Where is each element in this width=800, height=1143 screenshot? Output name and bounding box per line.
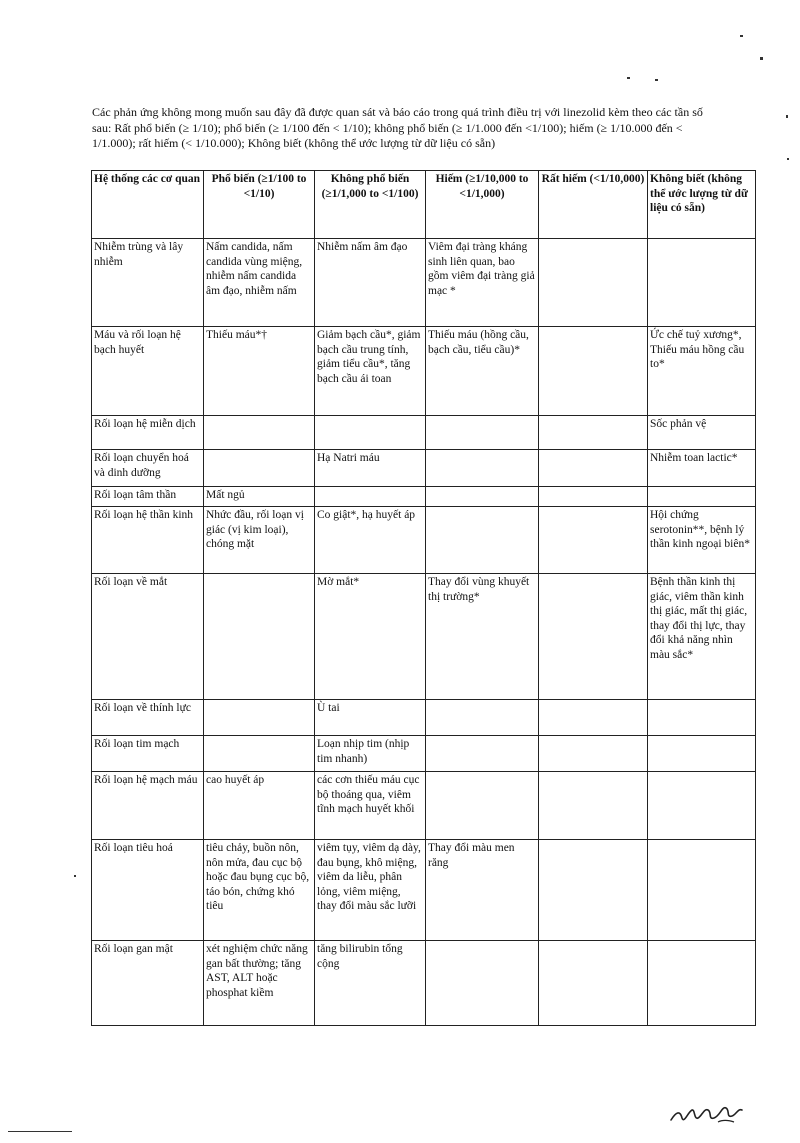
table-cell [648, 840, 756, 941]
table-row [92, 574, 756, 700]
header-unknown: Không biết (không thể ước lượng từ dữ liệu có sẵn) [648, 171, 756, 239]
table-cell [539, 736, 648, 772]
table-row [92, 700, 756, 736]
table-cell [426, 507, 539, 574]
table-cell [648, 941, 756, 1026]
table-cell [426, 450, 539, 487]
table-cell [648, 487, 756, 507]
table-cell: cao huyết áp [204, 772, 315, 840]
table-cell: Sốc phản vệ [648, 416, 756, 450]
table-cell [539, 574, 648, 700]
table-cell [315, 416, 426, 450]
table-cell: các cơn thiếu máu cục bộ thoáng qua, viêm tĩnh mạch huyết khối [315, 772, 426, 840]
table-cell: Thiếu máu*† [204, 327, 315, 416]
table-cell [648, 772, 756, 840]
scan-speck [627, 77, 630, 79]
table-row [92, 507, 756, 574]
table-cell: Hạ Natri máu [315, 450, 426, 487]
table-cell: Nhiễm toan lactic* [648, 450, 756, 487]
table-cell [539, 450, 648, 487]
bottom-rule [8, 1131, 72, 1132]
table-cell: Thiếu máu (hồng cầu, bạch cầu, tiểu cầu)* [426, 327, 539, 416]
intro-paragraph: Các phản ứng không mong muốn sau đây đã được quan sát và báo cáo trong quá trình điều trị với linezolid kèm theo các tần số sau: Rất phổ biến (≥ 1/10); phổ biến (≥ 1/100 đến < 1/10); không phổ biến (≥ 1/1.000 đến <1/100); hiếm (≥ 1/10.000 đến < 1/1.000); rất hiếm (< 1/10.000); Không biết (không thể ước lượng từ dữ liệu có sẵn) [92, 105, 703, 150]
table-cell: tăng bilirubin tổng cộng [315, 941, 426, 1026]
table-cell: tiêu chảy, buồn nôn, nôn mửa, đau cục bộ hoặc đau bụng cục bộ, táo bón, chứng khó tiêu [204, 840, 315, 941]
table-cell: Loạn nhịp tim (nhịp tim nhanh) [315, 736, 426, 772]
table-cell: Rối loạn gan mật [92, 941, 204, 1026]
table-cell [426, 941, 539, 1026]
table-cell: Rối loạn tiêu hoá [92, 840, 204, 941]
table-cell [539, 507, 648, 574]
table-cell [539, 487, 648, 507]
handwritten-initials-icon [668, 1098, 748, 1132]
table-cell [204, 416, 315, 450]
table-cell: Rối loạn chuyển hoá và dinh dưỡng [92, 450, 204, 487]
table-cell [539, 700, 648, 736]
table-cell [204, 574, 315, 700]
table-cell: xét nghiệm chức năng gan bất thường; tăng AST, ALT hoặc phosphat kiềm [204, 941, 315, 1026]
table-cell: Viêm đại tràng kháng sinh liên quan, bao gồm viêm đại tràng giả mạc * [426, 239, 539, 327]
table-cell [204, 700, 315, 736]
table-row [92, 941, 756, 1026]
table-cell: Ức chế tuỷ xương*, Thiếu máu hồng cầu to* [648, 327, 756, 416]
table-cell: Mất ngủ [204, 487, 315, 507]
table-cell [426, 772, 539, 840]
table-cell: Nhức đầu, rối loạn vị giác (vị kim loại), chóng mặt [204, 507, 315, 574]
table-row [92, 772, 756, 840]
table-cell [539, 327, 648, 416]
table-row [92, 416, 756, 450]
table-cell [426, 736, 539, 772]
table-row [92, 487, 756, 507]
table-cell: Nhiễm nấm âm đạo [315, 239, 426, 327]
table-cell: Máu và rối loạn hệ bạch huyết [92, 327, 204, 416]
header-rare: Hiếm (≥1/10,000 to <1/1,000) [426, 171, 539, 239]
header-common: Phổ biến (≥1/100 to <1/10) [204, 171, 315, 239]
header-uncommon: Không phổ biến (≥1/1,000 to <1/100) [315, 171, 426, 239]
adverse-reactions-table [91, 170, 756, 1026]
table-row [92, 840, 756, 941]
table-cell: Nấm candida, nấm candida vùng miệng, nhiễm nấm candida âm đạo, nhiễm nấm [204, 239, 315, 327]
table-cell: Mờ mắt* [315, 574, 426, 700]
table-row [92, 239, 756, 327]
scan-speck [655, 79, 658, 81]
table-cell [426, 487, 539, 507]
table-cell: Thay đổi vùng khuyết thị trường* [426, 574, 539, 700]
table-cell [539, 416, 648, 450]
table-cell: Bệnh thần kinh thị giác, viêm thần kinh thị giác, mất thị giác, thay đổi thị lực, thay đổi khả năng nhìn màu sắc* [648, 574, 756, 700]
table-row [92, 450, 756, 487]
table-cell [648, 736, 756, 772]
table-cell [539, 941, 648, 1026]
table-cell: Rối loạn hệ mạch máu [92, 772, 204, 840]
table-cell [426, 416, 539, 450]
table-header-row [92, 171, 756, 239]
table-cell [204, 736, 315, 772]
table-cell: Thay đổi màu men răng [426, 840, 539, 941]
table-cell [315, 487, 426, 507]
header-organ-system: Hệ thống các cơ quan [92, 171, 204, 239]
table-cell [539, 772, 648, 840]
scan-speck [740, 35, 743, 37]
table-cell [539, 239, 648, 327]
table-cell: Rối loạn hệ miễn dịch [92, 416, 204, 450]
table-row [92, 327, 756, 416]
scan-speck [787, 158, 789, 160]
table-cell: Co giật*, hạ huyết áp [315, 507, 426, 574]
table-cell: Hội chứng serotonin**, bệnh lý thần kinh ngoại biên* [648, 507, 756, 574]
table-cell [204, 450, 315, 487]
table-cell: Rối loạn về mắt [92, 574, 204, 700]
header-very-rare: Rất hiếm (<1/10,000) [539, 171, 648, 239]
scan-speck [760, 57, 763, 60]
table-cell: Ù tai [315, 700, 426, 736]
scan-speck [786, 115, 788, 118]
table-row [92, 736, 756, 772]
table-cell: viêm tụy, viêm dạ dày, đau bụng, khô miệng, viêm da liễu, phân lỏng, viêm miệng, thay đổi màu sắc lưỡi [315, 840, 426, 941]
table-cell [426, 700, 539, 736]
scan-speck [74, 875, 76, 877]
table-cell [648, 239, 756, 327]
table-cell [539, 840, 648, 941]
table-cell: Rối loạn tâm thần [92, 487, 204, 507]
table-cell: Rối loạn hệ thần kinh [92, 507, 204, 574]
table-cell: Giảm bạch cầu*, giảm bạch cầu trung tính, giảm tiểu cầu*, tăng bạch cầu ái toan [315, 327, 426, 416]
table-cell: Nhiễm trùng và lây nhiễm [92, 239, 204, 327]
table-cell [648, 700, 756, 736]
table-cell: Rối loạn tim mạch [92, 736, 204, 772]
table-cell: Rối loạn về thính lực [92, 700, 204, 736]
